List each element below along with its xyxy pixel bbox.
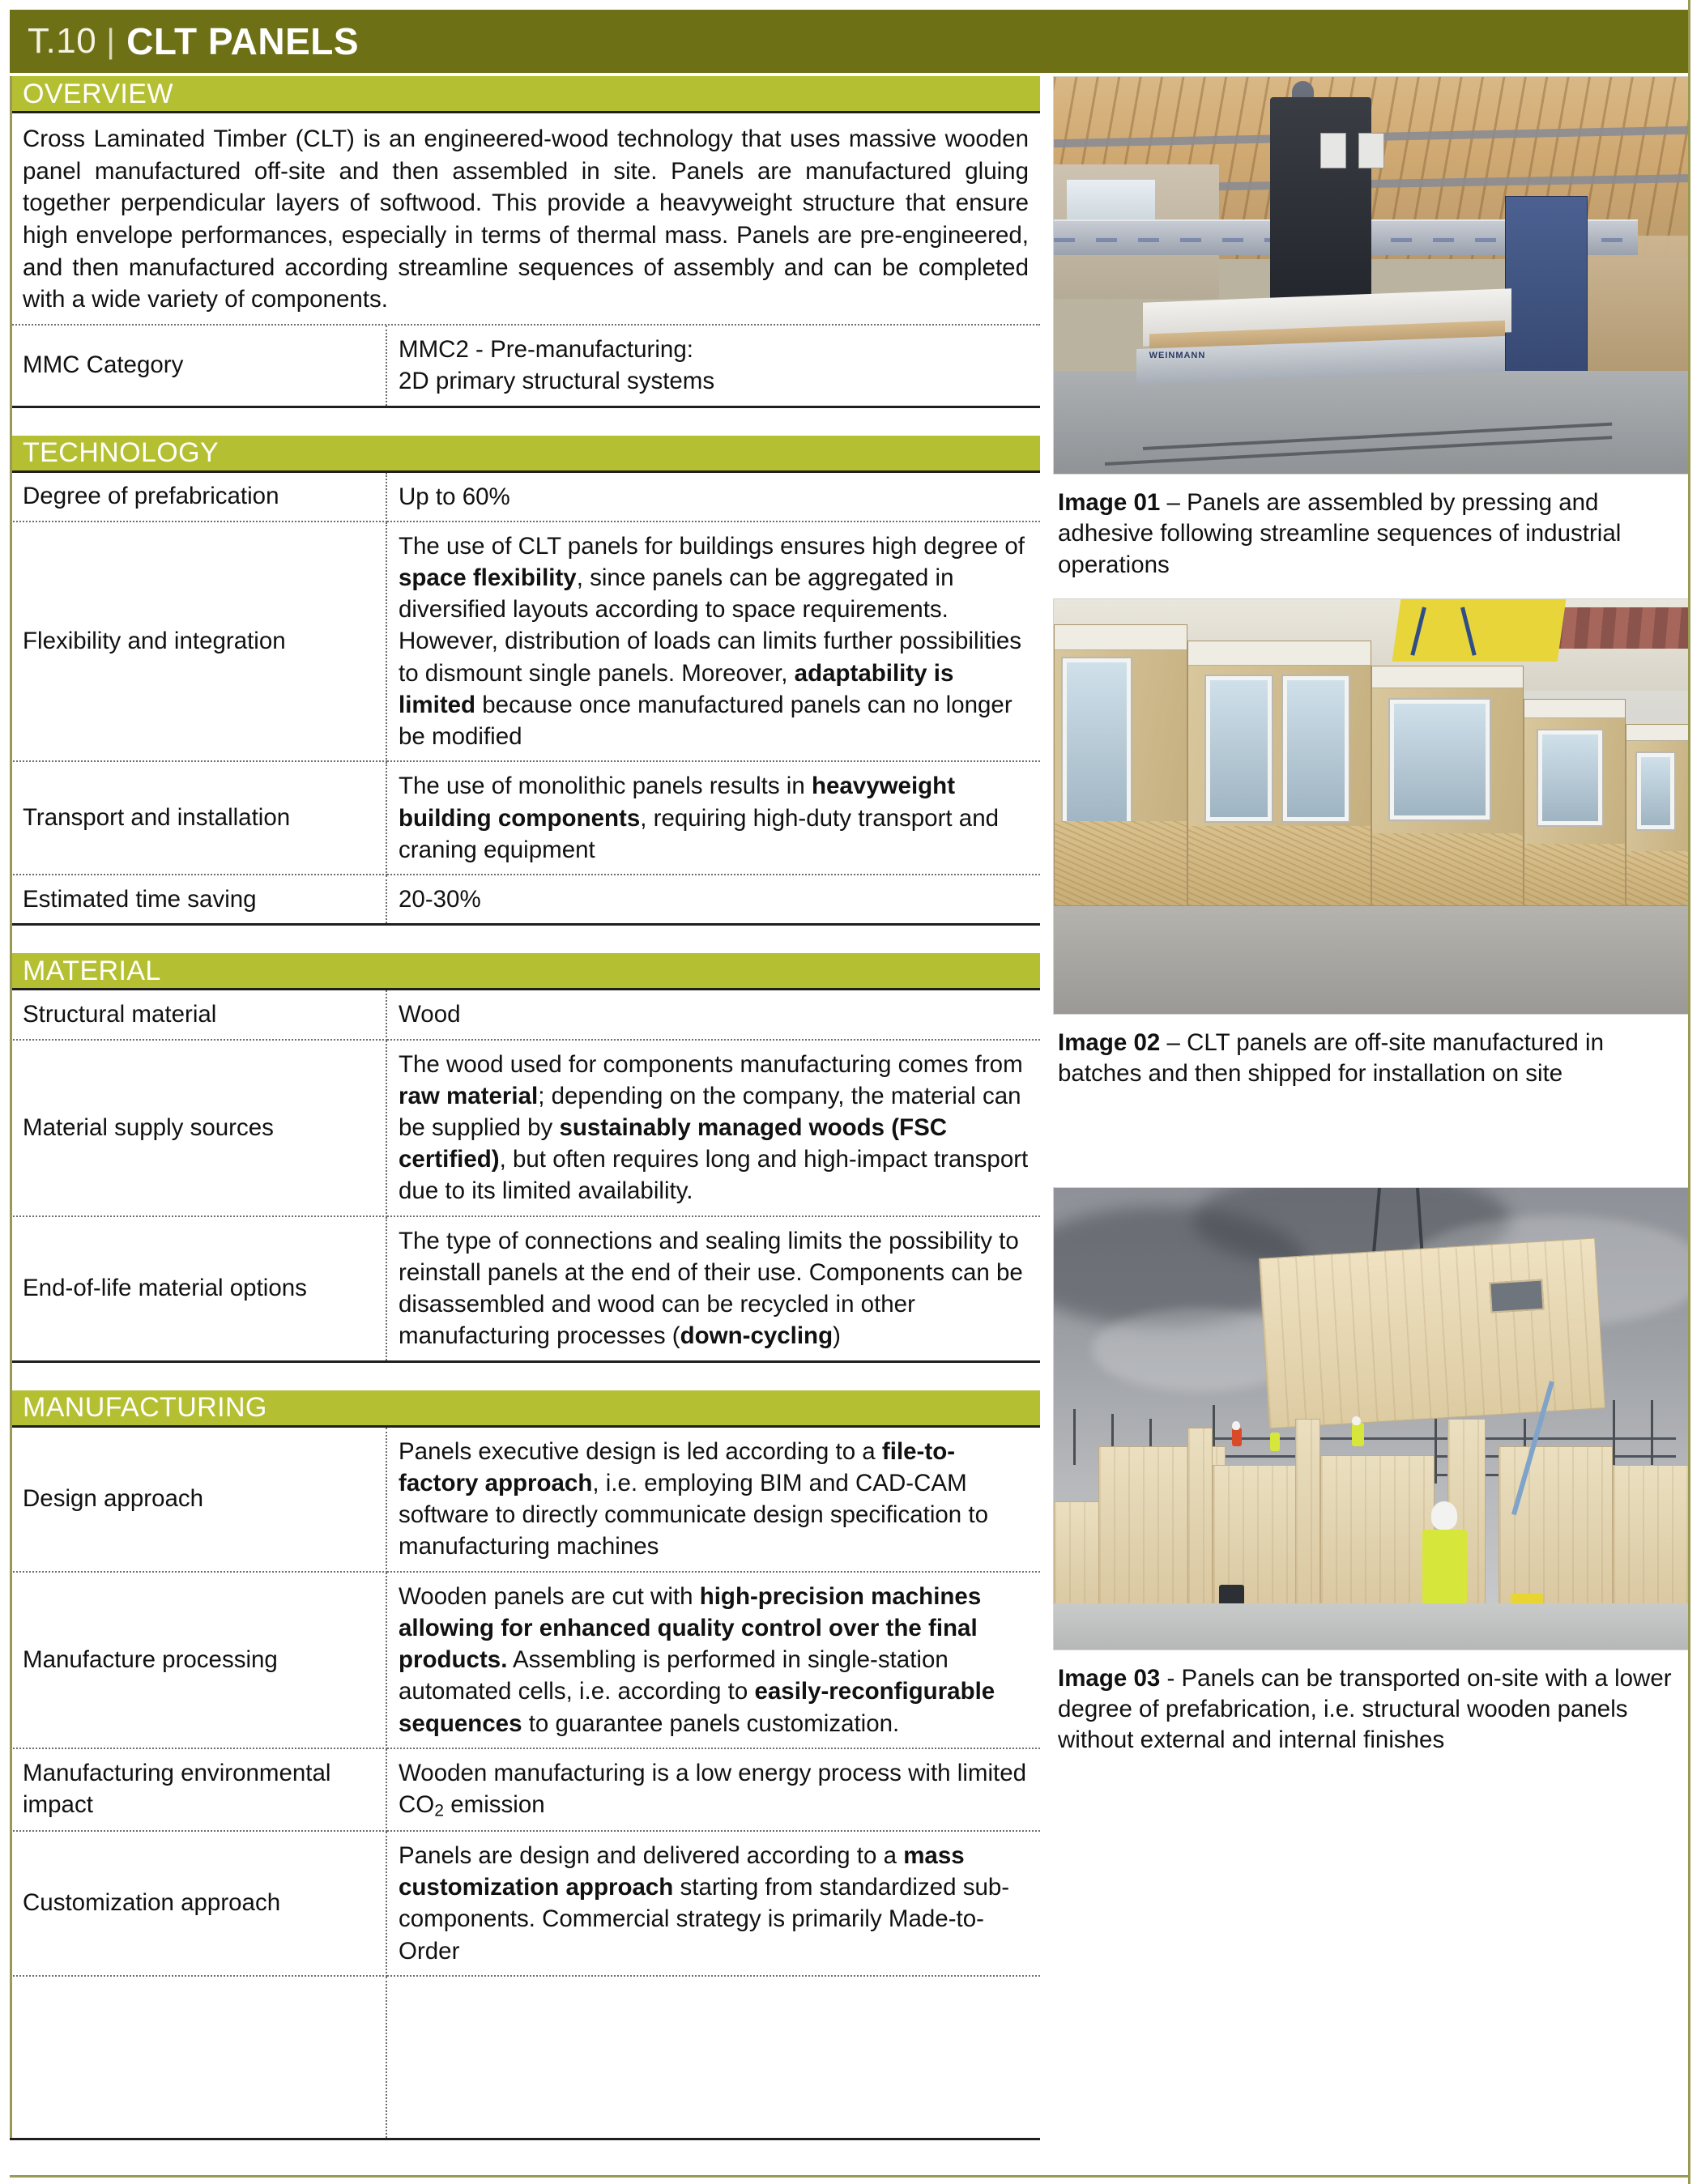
- osb-sheathing: [1372, 833, 1523, 905]
- table-row: [10, 1428, 1040, 1572]
- row-label: Manufacturing environmental impact: [10, 1748, 386, 1831]
- table-row: [10, 875, 1040, 923]
- section-header-overview: [10, 76, 1040, 113]
- wall-panel: [1187, 641, 1371, 906]
- table-row-filler: [10, 1976, 1040, 2138]
- section-spacer: [10, 926, 1040, 953]
- page-right-rule: [1688, 0, 1690, 2184]
- table-row: [10, 522, 1040, 762]
- table-row: [10, 990, 1040, 1039]
- row-label: Customization approach: [10, 1831, 386, 1976]
- image-01-caption: [1053, 475, 1690, 581]
- title-separator: |: [106, 22, 116, 60]
- sheet-code: T.10: [28, 21, 97, 61]
- clt-pillar: [1295, 1419, 1320, 1622]
- image-03-photo: [1054, 1188, 1689, 1650]
- page-title: CLT PANELS: [126, 20, 360, 62]
- section-header-manufacturing: [10, 1390, 1040, 1428]
- image-03-caption: [1053, 1650, 1690, 1756]
- rebar: [1613, 1400, 1615, 1465]
- table-row: [10, 326, 1040, 405]
- panel-head-rail: [1372, 666, 1523, 688]
- machine-brand-label: WEINMANN: [1149, 351, 1206, 361]
- table-row: [10, 1572, 1040, 1748]
- section-header-technology: [10, 436, 1040, 473]
- caption-label: Image 01: [1058, 489, 1161, 516]
- row-value: The use of monolithic panels results in heavyweight building components, requiring high-duty transport and craning equipment: [386, 761, 1040, 875]
- panel-head-rail: [1055, 625, 1187, 650]
- table-row: [10, 473, 1040, 522]
- hall-floor: [1054, 371, 1689, 474]
- row-value: 20-30%: [399, 886, 481, 913]
- row-value: [386, 326, 1040, 405]
- table-row: [10, 761, 1040, 875]
- row-label: Flexibility and integration: [10, 522, 386, 762]
- image-01-frame: [1053, 76, 1690, 475]
- figure-column: [1040, 76, 1690, 1768]
- overview-table: [10, 326, 1040, 405]
- panel-head-rail: [1188, 641, 1371, 665]
- section-header-material: [10, 953, 1040, 990]
- osb-sheathing: [1524, 844, 1624, 905]
- table-row: [10, 1748, 1040, 1831]
- rebar: [1073, 1409, 1076, 1464]
- row-label: Material supply sources: [10, 1040, 386, 1216]
- wall-panel: [1524, 699, 1625, 906]
- factory-floor: [1054, 906, 1689, 1014]
- image-03-frame: [1053, 1187, 1690, 1650]
- row-value-empty: [386, 1976, 1040, 2138]
- cnc-head: [1270, 97, 1371, 304]
- figure-image-02: [1053, 598, 1690, 1090]
- material-table: [10, 990, 1040, 1360]
- panel-window: [1063, 658, 1132, 832]
- panel-window: [1283, 676, 1349, 821]
- control-box: [1358, 133, 1383, 168]
- page-bottom-rule: [10, 2175, 1690, 2178]
- helmet: [1232, 1421, 1240, 1430]
- section-label: MATERIAL: [23, 955, 161, 986]
- section-spacer: [10, 408, 1040, 436]
- row-value: The type of connections and sealing limits the possibility to reinstall panels at the end of their use. Components can be disassembled and wood can be recycled in other manufacturing processes (down-cycling): [399, 1227, 1023, 1350]
- helmet: [1352, 1416, 1360, 1425]
- osb-sheathing: [1626, 851, 1688, 905]
- foreground-worker-vest: [1422, 1530, 1467, 1603]
- panel-window: [1637, 753, 1674, 829]
- row-label: Transport and installation: [10, 761, 386, 875]
- page-title-bar: [10, 10, 1690, 73]
- osb-sheathing: [1055, 821, 1187, 905]
- caption-text: – Panels are assembled by pressing and adhesive following streamline sequences of industrial operations: [1058, 489, 1622, 578]
- image-01-photo: [1054, 77, 1689, 474]
- caption-text: - Panels can be transported on-site with a lower degree of prefabrication, i.e. structural wooden panels without external and internal finishes: [1058, 1664, 1672, 1754]
- overview-body: [10, 113, 1040, 326]
- clt-pillar: [1187, 1428, 1213, 1621]
- co2-text-post: emission: [444, 1791, 545, 1818]
- section-label: OVERVIEW: [23, 78, 173, 109]
- row-value: Panels executive design is led according to a file-to-factory approach, i.e. employing BIM and CAD-CAM software to directly communicate design specification to manufacturing machines: [386, 1428, 1040, 1572]
- section-spacer: [10, 1363, 1040, 1390]
- panel-head-rail: [1524, 700, 1624, 718]
- wall-panel: [1054, 624, 1187, 906]
- spec-table-column: [10, 76, 1040, 2140]
- row-value: Wooden panels are cut with high-precision machines allowing for enhanced quality control over the final products. Assembling is performed in single-station automated cells, i.e. according to easily-reconfigurable sequences to guarantee panels customization.: [386, 1572, 1040, 1748]
- osb-sheathing: [1188, 826, 1371, 905]
- clt-wall: [1613, 1465, 1689, 1622]
- image-02-caption: [1053, 1015, 1690, 1090]
- manufacturing-table: [10, 1428, 1040, 2138]
- figure-image-03: [1053, 1187, 1690, 1756]
- panel-window: [1390, 700, 1490, 819]
- technology-table: [10, 473, 1040, 924]
- manufacturing-table-bottom-rule: [10, 2138, 1040, 2140]
- row-value: Up to 60%: [386, 473, 1040, 522]
- row-label: Estimated time saving: [10, 875, 386, 923]
- section-label: MANUFACTURING: [23, 1392, 267, 1424]
- table-row: [10, 1831, 1040, 1976]
- panel-window-opening: [1489, 1279, 1544, 1313]
- site-ground: [1054, 1603, 1689, 1650]
- section-label: TECHNOLOGY: [23, 437, 220, 468]
- figure-image-01: [1053, 76, 1690, 581]
- panel-window: [1206, 676, 1272, 821]
- lifted-clt-panel: [1259, 1237, 1605, 1428]
- table-row: [10, 1216, 1040, 1360]
- image-02-photo: [1054, 599, 1689, 1014]
- worker-on-scaffold: [1270, 1433, 1281, 1451]
- mmc-category-line-1: MMC2 - Pre-manufacturing:: [399, 336, 693, 364]
- row-label: MMC Category: [10, 326, 386, 405]
- row-label: Structural material: [10, 990, 386, 1039]
- clt-wall: [1320, 1455, 1435, 1621]
- row-value: Panels are design and delivered according to a mass customization approach starting from standardized sub-components. Commercial strategy is primarily Made-to-Order: [386, 1831, 1040, 1976]
- rebar: [1435, 1419, 1437, 1484]
- row-value: Wood: [386, 990, 1040, 1039]
- control-box: [1320, 133, 1345, 168]
- row-label: Design approach: [10, 1428, 386, 1572]
- row-value: [386, 1748, 1040, 1831]
- wall-panel: [1626, 724, 1689, 906]
- row-value: The wood used for components manufacturing comes from raw material; depending on the company, the material can be supplied by sustainably managed woods (FSC certified), but often requires long and high-impact transport due to its limited availability.: [386, 1040, 1040, 1216]
- panel-head-rail: [1626, 725, 1688, 741]
- row-label-empty: [10, 1976, 386, 2138]
- worker-on-scaffold: [1352, 1423, 1363, 1446]
- mmc-category-line-2: 2D primary structural systems: [399, 368, 715, 395]
- overview-paragraph: Cross Laminated Timber (CLT) is an engineered-wood technology that uses massive wooden panel manufactured off-site and then assembled in site. Panels are manufactured gluing together perpendicular layers of softwood. This provide a heavyweight structure that ensure high envelope performances, especially in terms of thermal mass. Panels are pre-engineered, and then manufactured according streamline sequences of assembly and can be completed with a wide variety of components.: [23, 126, 1029, 313]
- row-value: The use of CLT panels for buildings ensures high degree of space flexibility, since panels can be aggregated in diversified layouts according to space requirements. However, distribution of loads can limits further possibilities to dismount single panels. Moreover, adaptability is limited because once manufactured panels can no longer be modified: [386, 522, 1040, 762]
- rebar: [1651, 1400, 1653, 1465]
- co2-subscript: 2: [434, 1800, 445, 1820]
- panel-window: [1538, 730, 1602, 825]
- row-label: Manufacture processing: [10, 1572, 386, 1748]
- row-label: End-of-life material options: [10, 1216, 386, 1360]
- content-columns: [10, 76, 1690, 2140]
- caption-label: Image 03: [1058, 1664, 1161, 1692]
- row-label: Degree of prefabrication: [10, 473, 386, 522]
- caption-label: Image 02: [1058, 1029, 1161, 1057]
- worker-on-scaffold: [1232, 1428, 1243, 1446]
- wall-panel: [1371, 666, 1524, 906]
- table-row: [10, 1040, 1040, 1216]
- co2-text-pre: Wooden manufacturing is a low energy process with limited CO: [399, 1759, 1027, 1818]
- foreground-worker-helmet: [1431, 1501, 1456, 1529]
- caption-text: – CLT panels are off-site manufactured in batches and then shipped for installation on site: [1058, 1029, 1604, 1088]
- image-02-frame: [1053, 598, 1690, 1015]
